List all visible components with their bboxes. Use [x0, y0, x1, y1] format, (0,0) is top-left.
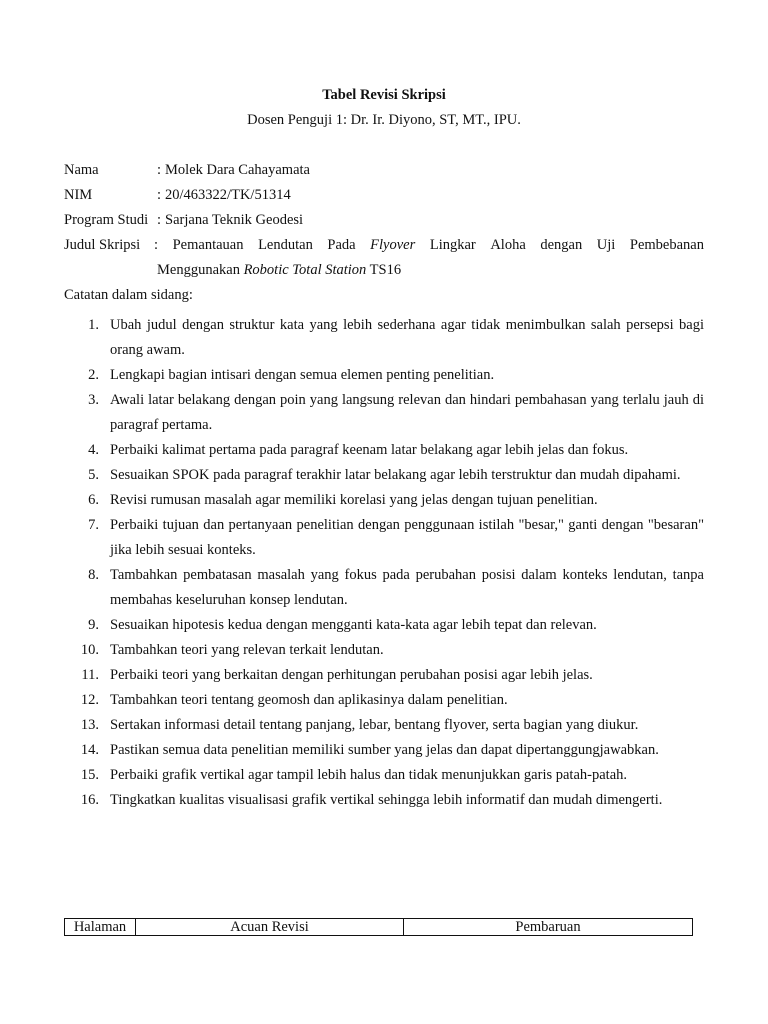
judul-word: Lendutan [258, 237, 313, 253]
info-row-nama [64, 162, 704, 187]
document-subtitle: Dosen Penguji 1: Dr. Ir. Diyono, ST, MT., IPU. [247, 112, 521, 128]
col-header-acuan-revisi: Acuan Revisi [136, 919, 404, 936]
nama-value-wrap: : Molek Dara Cahayamata [157, 162, 310, 178]
nim-value: 20/463322/TK/51314 [165, 187, 291, 203]
judul-word: Pada [327, 237, 356, 253]
list-item [64, 613, 704, 638]
list-item [64, 438, 704, 463]
revision-table [64, 918, 693, 936]
judul-word: Aloha [490, 237, 526, 253]
list-item [64, 788, 704, 813]
list-item [64, 463, 704, 488]
list-item-text: Perbaiki kalimat pertama pada paragraf keenam latar belakang agar lebih jelas dan fokus. [110, 442, 629, 458]
list-item [64, 738, 704, 763]
list-item-number: 10. [80, 642, 99, 658]
list-item-text: Lengkapi bagian intisari dengan semua elemen penting penelitian. [110, 367, 495, 383]
list-item-number: 1. [88, 317, 99, 333]
prodi-label: Program Studi [64, 212, 149, 228]
judul-word: Lingkar [429, 237, 476, 253]
nim-label: NIM [64, 187, 93, 203]
judul-line-2 [157, 262, 401, 279]
list-item-number: 13. [80, 717, 99, 733]
list-item-text: Perbaiki tujuan dan pertanyaan penelitian dengan penggunaan istilah "besar," ganti dengan "besaran" jika lebih sesuai konteks. [110, 517, 704, 558]
list-item-number: 16. [80, 792, 99, 808]
col-header-pembaruan: Pembaruan [404, 919, 693, 936]
info-row-prodi [64, 212, 704, 237]
judul-words [154, 237, 704, 254]
list-item-text: Tambahkan pembatasan masalah yang fokus pada perubahan posisi dalam konteks lendutan, tanpa membahas keseluruhan konsep lendutan. [110, 567, 704, 608]
list-item-number: 4. [88, 442, 99, 458]
nama-value: Molek Dara Cahayamata [165, 162, 310, 178]
judul-line2-post: TS16 [366, 262, 402, 278]
judul-word: Uji [596, 237, 616, 253]
col-header-halaman: Halaman [65, 919, 136, 936]
list-item [64, 713, 704, 738]
prodi-value: Sarjana Teknik Geodesi [165, 212, 304, 228]
list-item [64, 638, 704, 663]
list-item-text: Sertakan informasi detail tentang panjang, lebar, bentang flyover, serta bagian yang diukur. [110, 717, 639, 733]
revision-notes-list [64, 313, 704, 813]
list-item-number: 3. [88, 392, 99, 408]
list-item [64, 663, 704, 688]
info-row-nim [64, 187, 704, 212]
list-item [64, 563, 704, 613]
list-item-text: Tambahkan teori yang relevan terkait lendutan. [110, 642, 384, 658]
list-item-text: Pastikan semua data penelitian memiliki sumber yang jelas dan dapat dipertanggungjawabkan. [110, 742, 659, 758]
judul-colon: : [154, 237, 159, 253]
judul-word: Flyover [370, 237, 416, 253]
list-item-number: 9. [88, 617, 99, 633]
judul-line2-pre: Menggunakan [157, 262, 244, 278]
judul-line2-italic: Robotic Total Station [243, 262, 367, 278]
list-item-number: 7. [88, 517, 99, 533]
judul-line-1 [154, 237, 704, 254]
list-item [64, 488, 704, 513]
judul-word: Pemantauan [172, 237, 244, 253]
list-item [64, 688, 704, 713]
list-item-number: 2. [88, 367, 99, 383]
nim-value-wrap: : 20/463322/TK/51314 [157, 187, 291, 203]
list-item [64, 513, 704, 563]
list-item-number: 14. [80, 742, 99, 758]
list-item-text: Ubah judul dengan struktur kata yang lebih sederhana agar tidak menimbulkan salah persepsi bagi orang awam. [110, 317, 704, 358]
list-item-number: 15. [80, 767, 99, 783]
document-title: Tabel Revisi Skripsi [322, 87, 446, 103]
list-item [64, 763, 704, 788]
list-item-text: Perbaiki grafik vertikal agar tampil lebih halus dan tidak menunjukkan garis patah-patah. [110, 767, 628, 783]
catatan-label: Catatan dalam sidang: [64, 287, 193, 303]
list-item-text: Revisi rumusan masalah agar memiliki korelasi yang jelas dengan tujuan penelitian. [110, 492, 598, 508]
judul-word: dengan [540, 237, 583, 253]
revision-table-header [65, 919, 693, 936]
list-item [64, 363, 704, 388]
list-item-number: 8. [88, 567, 99, 583]
judul-word: Pembebanan [629, 237, 704, 253]
list-item-text: Tambahkan teori tentang geomosh dan aplikasinya dalam penelitian. [110, 692, 508, 708]
list-item-text: Tingkatkan kualitas visualisasi grafik vertikal sehingga lebih informatif dan mudah dimengerti. [110, 792, 663, 808]
list-item-text: Sesuaikan hipotesis kedua dengan mengganti kata-kata agar lebih tepat dan relevan. [110, 617, 597, 633]
nama-label: Nama [64, 162, 99, 178]
judul-label: Judul Skripsi [64, 237, 141, 253]
list-item-number: 12. [80, 692, 99, 708]
list-item-number: 6. [88, 492, 99, 508]
list-item-text: Sesuaikan SPOK pada paragraf terakhir latar belakang agar lebih terstruktur dan mudah dipahami. [110, 467, 681, 483]
list-item [64, 388, 704, 438]
list-item-text: Awali latar belakang dengan poin yang langsung relevan dan hindari pembahasan yang terlalu jauh di paragraf pertama. [110, 392, 704, 433]
list-item-number: 5. [88, 467, 99, 483]
prodi-value-wrap: : Sarjana Teknik Geodesi [157, 212, 304, 228]
list-item [64, 313, 704, 363]
list-item-number: 11. [81, 667, 99, 683]
list-item-text: Perbaiki teori yang berkaitan dengan perhitungan perubahan posisi agar lebih jelas. [110, 667, 593, 683]
